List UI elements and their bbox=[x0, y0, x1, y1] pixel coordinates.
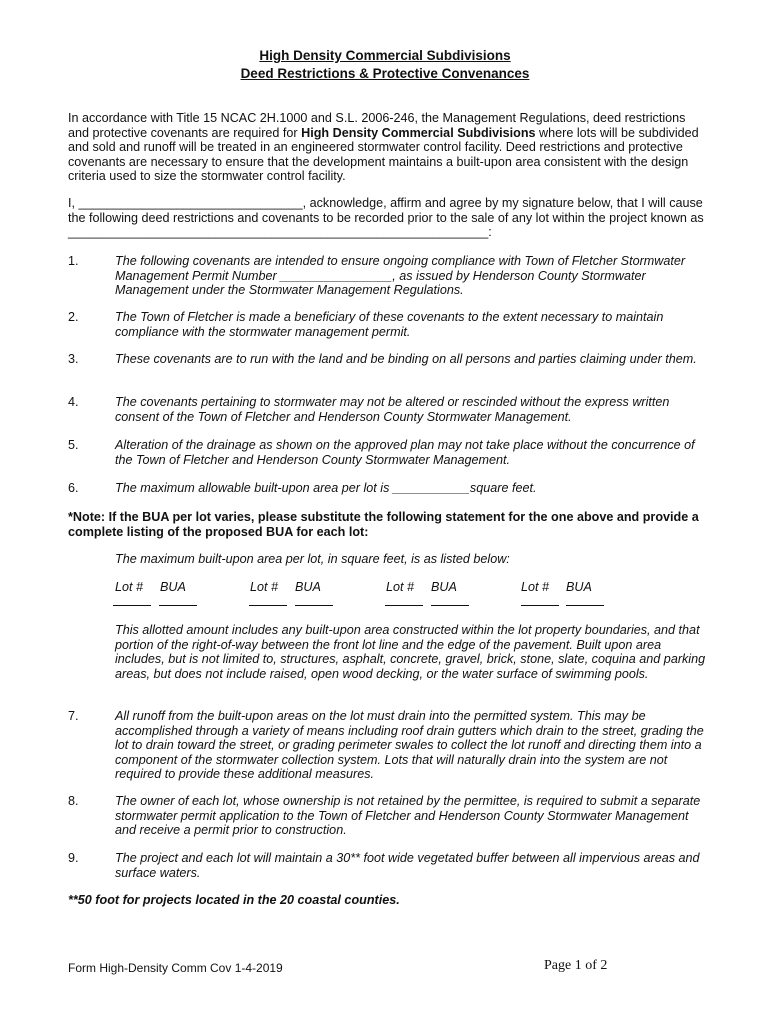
item-5-text: Alteration of the drainage as shown on the approved plan may not take place without the concurrence of the Town of Fletcher and Henderson County Stormwater Management. bbox=[115, 438, 695, 467]
item-5-number: 5. bbox=[68, 438, 79, 452]
lot-label-4: Lot # bbox=[521, 580, 550, 594]
bua-blank-4[interactable] bbox=[566, 605, 604, 606]
item-6-number: 6. bbox=[68, 481, 79, 495]
bua-variation-note: *Note: If the BUA per lot varies, please substitute the following statement for the one above and provide a complete listing of the proposed BUA for each lot: bbox=[68, 510, 699, 539]
bua-label-3: BUA bbox=[431, 580, 457, 594]
item-3-number: 3. bbox=[68, 352, 79, 366]
bua-label-4: BUA bbox=[566, 580, 592, 594]
lot-label-1: Lot # bbox=[115, 580, 144, 594]
item-9-text: The project and each lot will maintain a 30** foot wide vegetated buffer between all impervious areas and surface waters. bbox=[115, 851, 700, 880]
document-title-line-2: Deed Restrictions & Protective Convenances bbox=[240, 66, 530, 81]
bua-blank-3[interactable] bbox=[431, 605, 469, 606]
lot-label-2: Lot # bbox=[250, 580, 279, 594]
lot-blank-1[interactable] bbox=[113, 605, 151, 606]
item-9-number: 9. bbox=[68, 851, 79, 865]
item-1-number: 1. bbox=[68, 254, 79, 268]
form-identifier: Form High-Density Comm Cov 1-4-2019 bbox=[68, 961, 283, 975]
item-8-text: The owner of each lot, whose ownership is not retained by the permittee, is required to submit a separate stormwater permit application to the Town of Fletcher and Henderson County Stormwater Management and receive a permit prior to construction. bbox=[115, 794, 701, 837]
lot-blank-3[interactable] bbox=[385, 605, 423, 606]
lot-label-3: Lot # bbox=[386, 580, 415, 594]
item-7-number: 7. bbox=[68, 709, 79, 723]
item-2-number: 2. bbox=[68, 310, 79, 324]
intro-text-1: In accordance with Title 15 NCAC 2H.1000 and S.L. 2006-246, the Management Regulations, deed restrictions and protective covenants are required for bbox=[68, 111, 686, 140]
item-4-text: The covenants pertaining to stormwater may not be altered or rescinded without the express written consent of the Town of Fletcher and Henderson County Stormwater Management. bbox=[115, 395, 670, 424]
intro-text-2: where lots will be subdivided and sold and runoff will be treated in an engineered stormwater control facility. Deed restrictions and protective covenants are necessary to ensure that the development maintains a built-upon area consistent with the design criteria used to size the stormwater control facility. bbox=[68, 125, 699, 183]
item-1-text: The following covenants are intended to ensure ongoing compliance with Town of Fletcher Stormwater Management Permit Number ________________, as issued by Henderson County Stormwater Management under the Stormwater Management Regulations. bbox=[115, 254, 686, 297]
document-title-line-1: High Density Commercial Subdivisions bbox=[259, 48, 511, 63]
item-4-number: 4. bbox=[68, 395, 79, 409]
bua-blank-2[interactable] bbox=[295, 605, 333, 606]
lot-blank-4[interactable] bbox=[521, 605, 559, 606]
bua-blank-1[interactable] bbox=[159, 605, 197, 606]
item-3-text: These covenants are to run with the land and be binding on all persons and parties claiming under them. bbox=[115, 352, 697, 366]
affirmation-paragraph: I, ________________________________, acknowledge, affirm and agree by my signature below, that I will cause the following deed restrictions and covenants to be recorded prior to the sale of any lot within the project known as ____________________________________________________________: bbox=[68, 196, 704, 239]
bua-sub-statement: The maximum built-upon area per lot, in square feet, is as listed below: bbox=[115, 552, 510, 566]
item-6-text: The maximum allowable built-upon area per lot is ___________square feet. bbox=[115, 481, 537, 495]
intro-paragraph bbox=[68, 111, 708, 184]
intro-bold-text: High Density Commercial Subdivisions bbox=[301, 125, 536, 140]
bua-label-1: BUA bbox=[160, 580, 186, 594]
allotted-amount-text: This allotted amount includes any built-upon area constructed within the lot property boundaries, and that portion of the right-of-way between the front lot line and the edge of the pavement. Built upon area includes, but is not limited to, structures, asphalt, concrete, gravel, brick, stone, slate, coquina and parking areas, but does not include raised, open wood decking, or the water surface of swimming pools. bbox=[115, 623, 706, 681]
bua-label-2: BUA bbox=[295, 580, 321, 594]
lot-blank-2[interactable] bbox=[249, 605, 287, 606]
page-number: Page 1 of 2 bbox=[544, 958, 608, 973]
coastal-counties-note: **50 foot for projects located in the 20 coastal counties. bbox=[68, 893, 400, 907]
item-7-text: All runoff from the built-upon areas on the lot must drain into the permitted system. This may be accomplished through a variety of means including roof drain gutters which drain to the street, grading the lot to drain toward the street, or grading perimeter swales to collect the lot runoff and directing them into a component of the stormwater collection system. Lots that will naturally drain into the system are not required to provide these additional measures. bbox=[115, 709, 704, 781]
item-2-text: The Town of Fletcher is made a beneficiary of these covenants to the extent necessary to maintain compliance with the stormwater management permit. bbox=[115, 310, 664, 339]
item-8-number: 8. bbox=[68, 794, 79, 808]
